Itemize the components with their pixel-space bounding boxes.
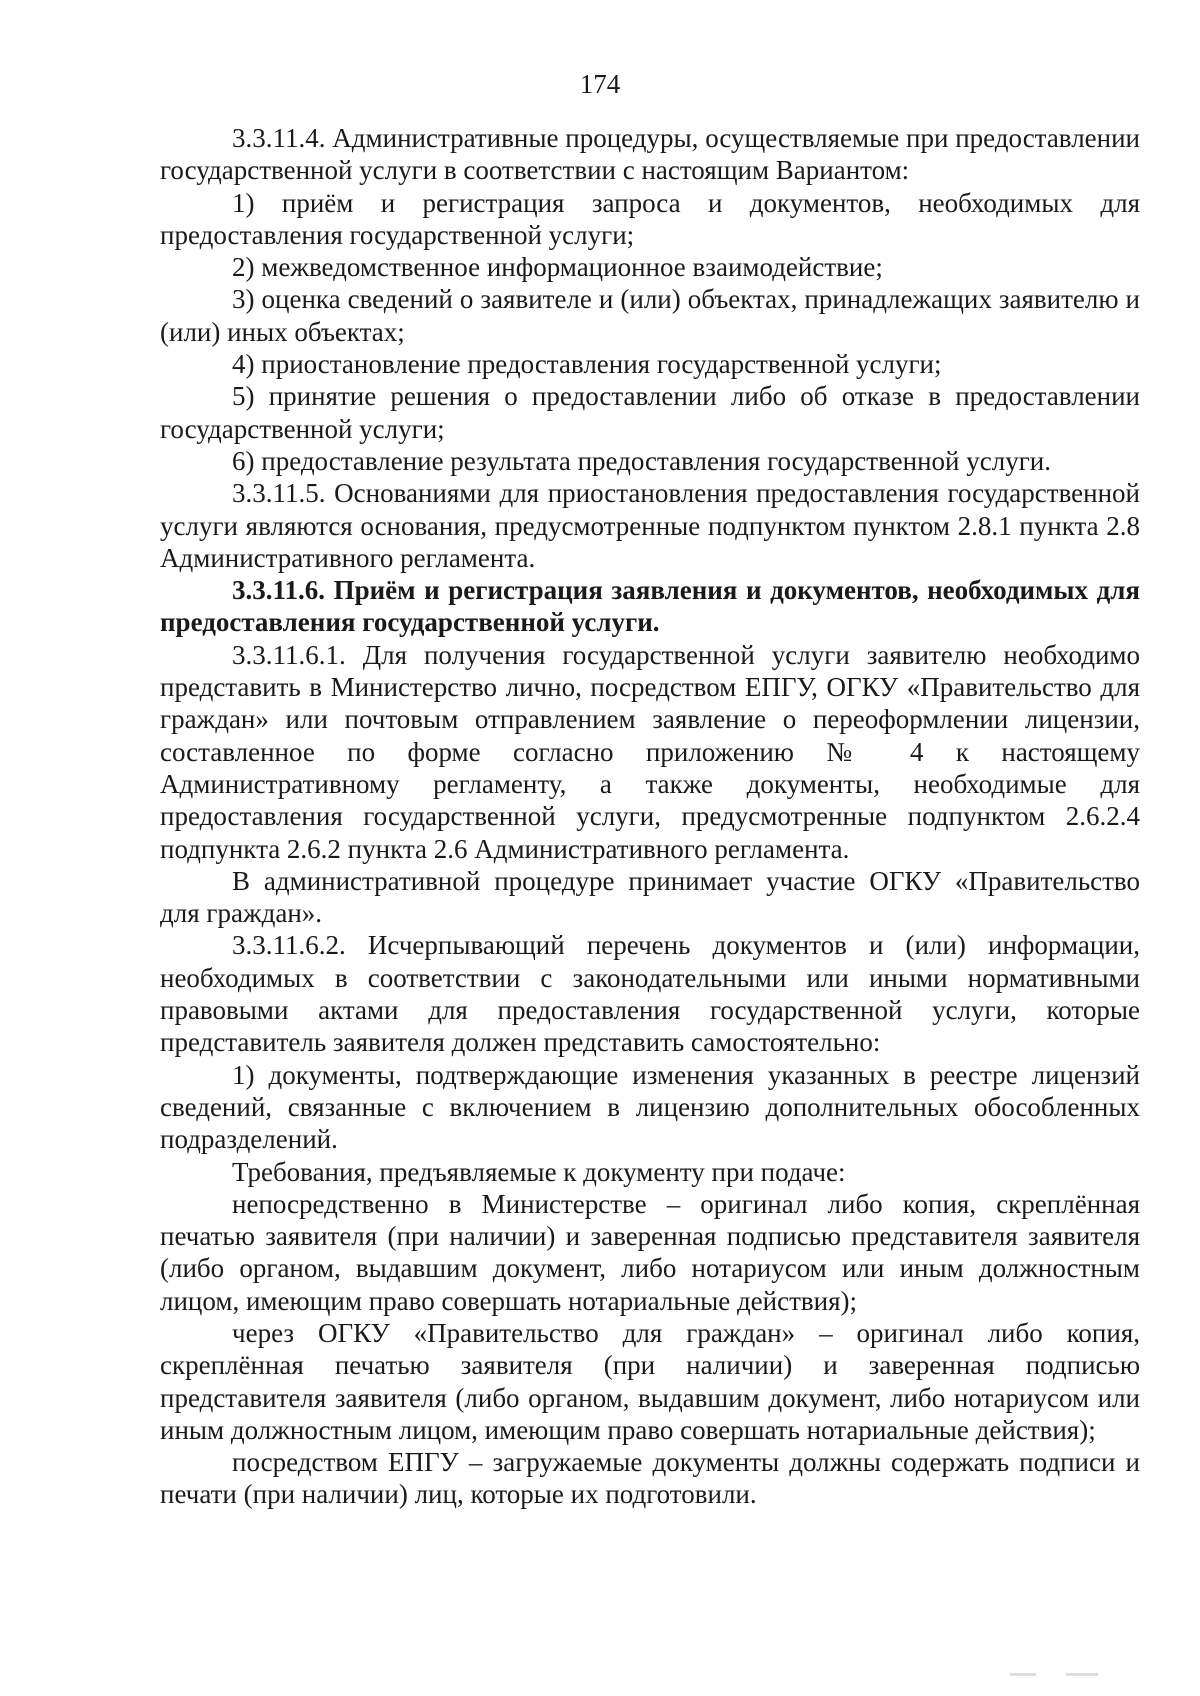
section-heading-3-3-11-6: 3.3.11.6. Приём и регистрация заявления и документов, необходимых для предоставления государственной услуги. [160, 575, 1140, 638]
list-item-2: 2) межведомственное информационное взаимодействие; [232, 252, 883, 283]
scan-artifact-mark [1066, 1673, 1098, 1676]
scan-artifact-mark [1010, 1673, 1036, 1676]
list-item-6: 6) предоставление результата предоставления государственной услуги. [232, 445, 1051, 476]
paragraph-3-3-11-6-2: 3.3.11.6.2. Исчерпывающий перечень документов и (или) информации, необходимых в соответствии с законодательными или иными нормативными правовыми актами для предоставления государственной услуги, которые представитель заявителя должен представить самостоятельно: [160, 930, 1140, 1058]
paragraph-participation: В административной процедуре принимает участие ОГКУ «Правительство для граждан». [160, 865, 1140, 929]
list-item-3: 3) оценка сведений о заявителе и (или) объектах, принадлежащих заявителю и (или) иных объектах; [160, 284, 1140, 347]
requirement-ministry: непосредственно в Министерстве – оригинал либо копия, скреплённая печатью заявителя (при наличии) и заверенная подписью представителя заявителя (либо органом, выдавшим документ, либо нотариусом или иным должностным лицом, имеющим право совершать нотариальные действия); [160, 1188, 1140, 1316]
document-list-item-1: 1) документы, подтверждающие изменения указанных в реестре лицензий сведений, связанные с включением в лицензию дополнительных обособленных подразделений. [160, 1059, 1140, 1155]
document-body [160, 122, 1140, 1511]
page-number: 174 [579, 69, 621, 99]
list-item-5: 5) принятие решения о предоставлении либо об отказе в предоставлении государственной услуги; [160, 381, 1140, 444]
requirement-epgu: посредством ЕПГУ – загружаемые документы должны содержать подписи и печати (при наличии) лиц, которые их подготовили. [160, 1447, 1140, 1510]
paragraph-3-3-11-5: 3.3.11.5. Основаниями для приостановления предоставления государственной услуги являются основания, предусмотренные подпунктом пунктом 2.8.1 пункта 2.8 Административного регламента. [160, 478, 1140, 573]
paragraph-3-3-11-6-1: 3.3.11.6.1. Для получения государственной услуги заявителю необходимо представить в Министерство лично, посредством ЕПГУ, ОГКУ «Правительство для граждан» или почтовым отправлением заявление о переоформлении лицензии, составленное по форме согласно приложению № 4 к настоящему Административному регламенту, а также документы, необходимые для предоставления государственной услуги, предусмотренные подпунктом 2.6.2.4 подпункта 2.6.2 пункта 2.6 Административного регламента. [160, 639, 1140, 864]
list-item-1: 1) приём и регистрация запроса и документов, необходимых для предоставления государственной услуги; [160, 187, 1140, 250]
list-item-4: 4) приостановление предоставления государственной услуги; [232, 349, 942, 380]
requirements-intro: Требования, предъявляемые к документу при подаче: [232, 1156, 846, 1187]
paragraph-3-3-11-4: 3.3.11.4. Административные процедуры, осуществляемые при предоставлении государственной услуги в соответствии с настоящим Вариантом: [160, 123, 1140, 186]
requirement-ogku: через ОГКУ «Правительство для граждан» – оригинал либо копия, скреплённая печатью заявителя (при наличии) и заверенная подписью представителя заявителя (либо органом, выдавшим документ, либо нотариусом или иным должностным лицом, имеющим право совершать нотариальные действия); [160, 1317, 1140, 1445]
